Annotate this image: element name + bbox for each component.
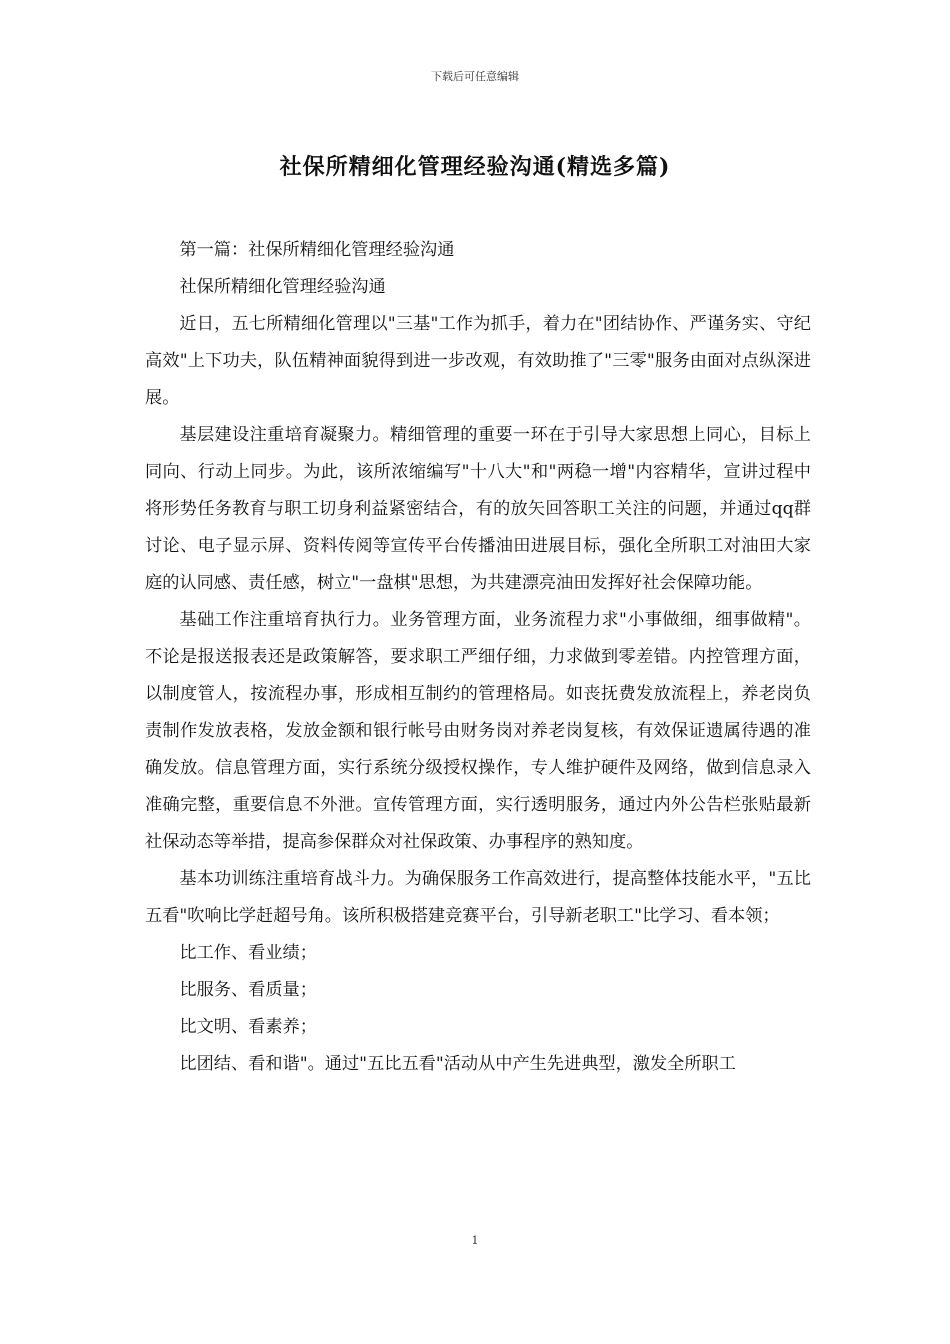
paragraph: 基层建设注重培育凝聚力。精细管理的重要一环在于引导大家思想上同心，目标上同向、行动上同步。为此，该所浓缩编写"十八大"和"两稳一增"内容精华，宣讲过程中将形势任务教育与职工切身利益紧密结合，有的放矢回答职工关注的问题，并通过qq群讨论、电子显示屏、资料传阅等宣传平台传播油田进展目标，强化全所职工对油田大家庭的认同感、责任感，树立"一盘棋"思想，为共建漂亮油田发挥好社会保障功能。 <box>145 425 811 593</box>
paragraph-section-heading: 第一篇：社保所精细化管理经验沟通 <box>179 240 455 260</box>
document-body <box>145 232 811 1083</box>
paragraph: 基本功训练注重培育战斗力。为确保服务工作高效进行，提高整体技能水平，"五比五看"吹响比学赶超号角。该所积极搭建竞赛平台，引导新老职工"比学习、看本领； <box>145 869 811 926</box>
paragraph: 比服务、看质量； <box>179 980 317 1000</box>
paragraph: 比文明、看素养； <box>179 1017 317 1037</box>
page-number: 1 <box>471 1234 479 1247</box>
paragraph: 基础工作注重培育执行力。业务管理方面，业务流程力求"小事做细，细事做精"。不论是报送报表还是政策解答，要求职工严细仔细，力求做到零差错。内控管理方面，以制度管人，按流程办事，形成相互制约的管理格局。如丧抚费发放流程上，养老岗负责制作发放表格，发放金额和银行帐号由财务岗对养老岗复核，有效保证遗属待遇的准确发放。信息管理方面，实行系统分级授权操作，专人维护硬件及网络，做到信息录入准确完整，重要信息不外泄。宣传管理方面，实行透明服务，通过内外公告栏张贴最新社保动态等举措，提高参保群众对社保政策、办事程序的熟知度。 <box>145 610 811 852</box>
paragraph-subtitle: 社保所精细化管理经验沟通 <box>179 277 386 297</box>
document-title: 社保所精细化管理经验沟通(精选多篇) <box>279 154 671 180</box>
page-header: 下载后可任意编辑 <box>431 70 519 83</box>
paragraph: 比工作、看业绩； <box>179 943 317 963</box>
paragraph: 近日，五七所精细化管理以"三基"工作为抓手，着力在"团结协作、严谨务实、守纪高效"上下功夫，队伍精神面貌得到进一步改观，有效助推了"三零"服务由面对点纵深进展。 <box>145 314 811 408</box>
paragraph: 比团结、看和谐"。通过"五比五看"活动从中产生先进典型，激发全所职工 <box>179 1054 736 1074</box>
